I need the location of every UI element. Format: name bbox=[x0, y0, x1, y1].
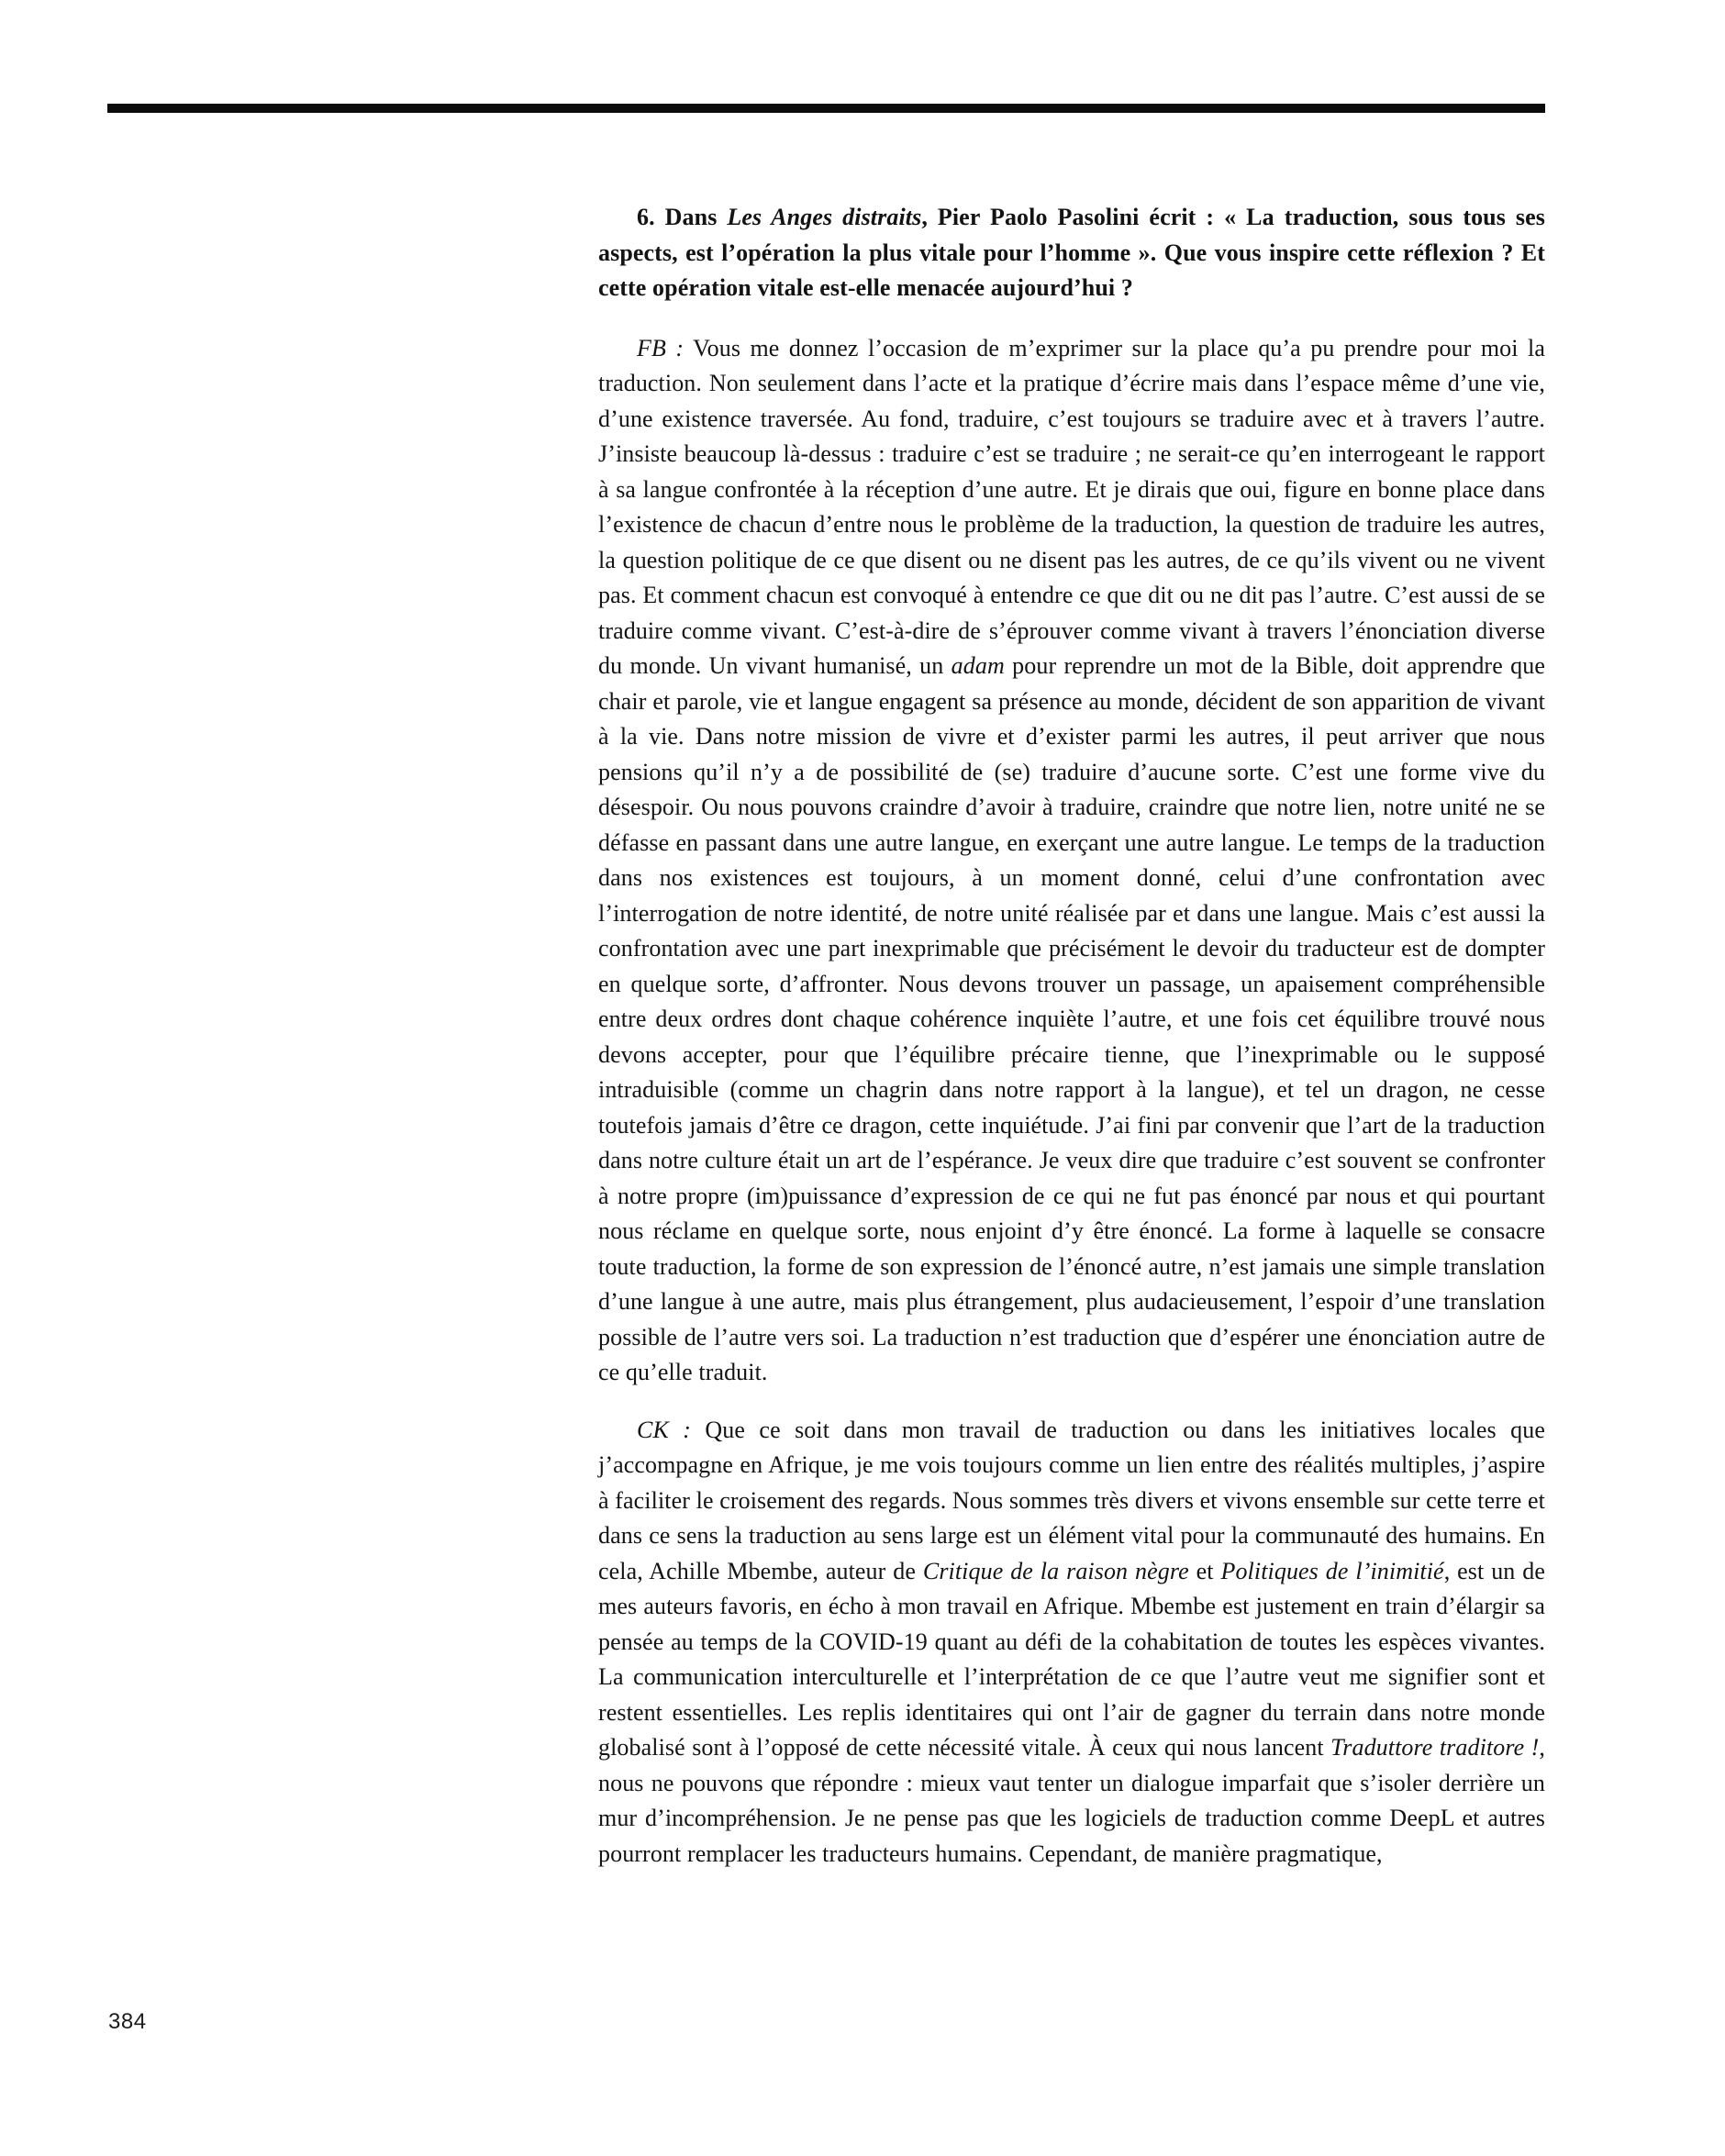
text-segment: Traduttore traditore ! bbox=[1330, 1734, 1540, 1761]
text-segment: CK : bbox=[637, 1416, 692, 1443]
text-segment: 6. Dans bbox=[637, 204, 728, 230]
text-segment: Critique de la raison nègre bbox=[922, 1557, 1189, 1584]
text-segment: Les Anges distraits bbox=[727, 204, 922, 230]
text-segment: , est un de mes auteurs favoris, en écho à mon travail en Afrique. Mbembe est justement en train d’élargir sa pensée au temps de la COVID-19 quant au défi de la cohabitation de toutes les espèces vivantes. La communication interculturelle et l’interprétation de ce que l’autre veut me signifier sont et restent essentielles. Les replis identitaires qui ont l’air de gagner du terrain dans notre monde globalisé sont à l’opposé de cette nécessité vitale. À ceux qui nous lancent bbox=[598, 1557, 1545, 1761]
page-number: 384 bbox=[108, 2009, 147, 2034]
answer-paragraph-ck bbox=[598, 1413, 1545, 1873]
text-segment: FB : bbox=[637, 334, 684, 361]
text-segment: adam bbox=[951, 652, 1005, 679]
text-segment: Politiques de l’inimitié bbox=[1220, 1557, 1444, 1584]
text-column bbox=[598, 200, 1545, 1894]
text-segment: , nous ne pouvons que répondre : mieux vaut tenter un dialogue imparfait que s’isoler derrière un mur d’incompréhension. Je ne pense pas que les logiciels de traduction comme DeepL et autres pourront remplacer les traducteurs humains. Cependant, de manière pragmatique, bbox=[598, 1734, 1545, 1867]
answer-paragraph-fb bbox=[598, 331, 1545, 1391]
text-segment: , Pier Paolo Pasolini écrit : « La traduction, sous tous ses aspects, est l’opération la plus vitale pour l’homme ». Que vous inspire cette réflexion ? Et cette opération vitale est-elle menacée aujourd’hui ? bbox=[598, 204, 1545, 301]
text-segment: Que ce soit dans mon travail de traduction ou dans les initiatives locales que j’accompagne en Afrique, je me vois toujours comme un lien entre des réalités multiples, j’aspire à faciliter le croisement des regards. Nous sommes très divers et vivons ensemble sur cette terre et dans ce sens la traduction au sens large est un élément vital pour la communauté des humains. En cela, Achille Mbembe, auteur de bbox=[598, 1416, 1545, 1584]
text-segment: et bbox=[1188, 1557, 1221, 1584]
text-segment: Vous me donnez l’occasion de m’exprimer sur la place qu’a pu prendre pour moi la traduction. Non seulement dans l’acte et la pratique d’écrire mais dans l’espace même d’une vie, d’une existence traversée. Au fond, traduire, c’est toujours se traduire avec et à travers l’autre. J’insiste beaucoup là-dessus : traduire c’est se traduire ; ne serait-ce qu’en interrogeant le rapport à sa langue confrontée à la réception d’une autre. Et je dirais que oui, figure en bonne place dans l’existence de chacun d’entre nous le problème de la traduction, la question de traduire les autres, la question politique de ce que disent ou ne disent pas les autres, de ce qu’ils vivent ou ne vivent pas. Et comment chacun est convoqué à entendre ce que dit ou ne dit pas l’autre. C’est aussi de se traduire comme vivant. C’est-à-dire de s’éprouver comme vivant à travers l’énonciation diverse du monde. Un vivant humanisé, un bbox=[598, 334, 1545, 679]
interview-question bbox=[598, 200, 1545, 306]
text-segment: pour reprendre un mot de la Bible, doit apprendre que chair et parole, vie et langue engagent sa présence au monde, décident de son apparition de vivant à la vie. Dans notre mission de vivre et d’exister parmi les autres, il peut arriver que nous pensions qu’il n’y a de possibilité de (se) traduire d’aucune sorte. C’est une forme vive du désespoir. Ou nous pouvons craindre d’avoir à traduire, craindre que notre lien, notre unité ne se défasse en passant dans une autre langue, en exerçant une autre langue. Le temps de la traduction dans nos existences est toujours, à un moment donné, celui d’une confrontation avec l’interrogation de notre identité, de notre unité réalisée par et dans une langue. Mais c’est aussi la confrontation avec une part inexprimable que précisément le devoir du traducteur est de dompter en quelque sorte, d’affronter. Nous devons trouver un passage, un apaisement compréhensible entre deux ordres dont chaque cohérence inquiète l’autre, et une fois cet équilibre trouvé nous devons accepter, pour que l’équilibre précaire tienne, que l’inexprimable ou le supposé intraduisible (comme un chagrin dans notre rapport à la langue), et tel un dragon, ne cesse toutefois jamais d’être ce dragon, cette inquiétude. J’ai fini par convenir que l’art de la traduction dans notre culture était un art de l’espérance. Je veux dire que traduire c’est souvent se confronter à notre propre (im)puissance d’expression de ce qui ne fut pas énoncé par nous et qui pourtant nous réclame en quelque sorte, nous enjoint d’y être énoncé. La forme à laquelle se consacre toute traduction, la forme de son expression de l’énoncé autre, n’est jamais une simple translation d’une langue à une autre, mais plus étrangement, plus audacieusement, l’espoir d’une translation possible de l’autre vers soi. La traduction n’est traduction que d’espérer une énonciation autre de ce qu’elle traduit. bbox=[598, 652, 1545, 1385]
top-rule bbox=[107, 104, 1545, 113]
